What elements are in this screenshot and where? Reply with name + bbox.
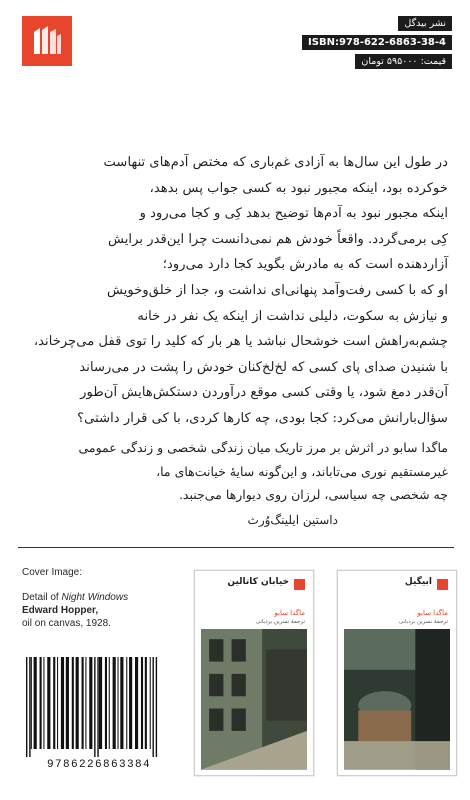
divider [18, 547, 454, 548]
book-thumbnail-abigail [337, 570, 457, 776]
cover-credit [22, 566, 172, 630]
book-title: خیابان کاتالین [227, 577, 289, 587]
blurb-line: با شنیدن صدای پای کسی که لخ‌لخ‌کنان خودش را پشت در می‌رساند [79, 359, 448, 375]
book-cover-art [201, 629, 307, 770]
quote-attribution: داستین ایلینگ‌وُرث [247, 512, 338, 527]
book-thumbnail-katalin-street [194, 570, 314, 776]
publisher-logo-icon [437, 579, 448, 590]
book-author: ماگدا سابو [417, 609, 448, 617]
barcode-number: 9786226863384 [46, 759, 151, 771]
publisher-logo-icon [22, 16, 72, 66]
blurb-line: اینکه مجبور نبود به آدم‌ها توضیح بدهد کِی و کجا می‌رود و [139, 206, 448, 222]
book-translator: ترجمهٔ نسرین بردبانی [255, 619, 305, 625]
blurb-line: در طول این سال‌ها به آزادی غم‌باری که مختص آدم‌های تنهاست [103, 155, 448, 170]
cover-credit-prefix: Detail of [22, 592, 59, 603]
blurb-line: کِی برمی‌گردد. واقعاً خودش هم نمی‌دانست چرا این‌قدر برایش [107, 231, 448, 247]
blurb-line: آن‌قدر دمغ شود، یا وقتی کسی موقع درآوردن دستکش‌هایش آن‌طور [80, 385, 448, 401]
blurb-line: خوکرده بود، اینکه مجبور نبود به کسی جواب پس بدهد، [149, 180, 448, 196]
blurb-line: چشم‌به‌راهش است خوشحال نباشد یا هر بار که کلید را توی قفل می‌چرخاند، [33, 334, 448, 350]
book-translator: ترجمهٔ نسرین بردبانی [398, 619, 448, 625]
isbn: ISBN:978-622-6863-38-4 [302, 35, 452, 50]
blurb-line: او که با کسی رفت‌وآمد پنهانی‌ای نداشت و، جدا از خلق‌وخویش [106, 282, 448, 298]
quote-line: ماگدا سابو در اثرش بر مرز تاریک میان زندگی شخصی و زندگی عمومی [78, 440, 448, 455]
price: قیمت: ۵۹۵۰۰۰ تومان [355, 54, 452, 69]
publisher-name: نشر بیدگل [398, 16, 452, 31]
blurb-line: آزاردهنده است که به مادرش بگوید کجا دارد می‌رود؛ [162, 257, 448, 273]
cover-credit-detail [22, 591, 172, 604]
cover-credit-artist: Edward Hopper, [22, 605, 99, 616]
book-author: ماگدا سابو [274, 609, 305, 617]
blurb-line: سؤال‌بارانش می‌کرد: کجا بودی، چه کارها کردی، با کی قرار داشتی؟ [77, 410, 448, 426]
cover-credit-title: Night Windows [61, 592, 129, 603]
barcode-bars [24, 657, 174, 757]
book-title: ابیگیل [404, 577, 432, 587]
publisher-logo-icon [294, 579, 305, 590]
cover-credit-medium: oil on canvas, 1928. [22, 618, 111, 629]
quote-line: غیرمستقیم نوری می‌تاباند، و این‌گونه سایهٔ خیانت‌های ما، [156, 463, 448, 479]
blurb-paragraph [28, 150, 448, 432]
book-cover-art [344, 629, 450, 770]
cover-credit-label: Cover Image: [22, 567, 83, 578]
blurb-line: و نیازش به سکوت، دلیلی نداشت از اینکه یک نفر در خانه [137, 308, 448, 324]
review-quote [18, 436, 448, 532]
publisher-meta [252, 16, 452, 69]
barcode [24, 657, 174, 782]
quote-line: چه شخصی چه سیاسی، لرزان روی دیوارها می‌جنبد. [178, 487, 448, 502]
